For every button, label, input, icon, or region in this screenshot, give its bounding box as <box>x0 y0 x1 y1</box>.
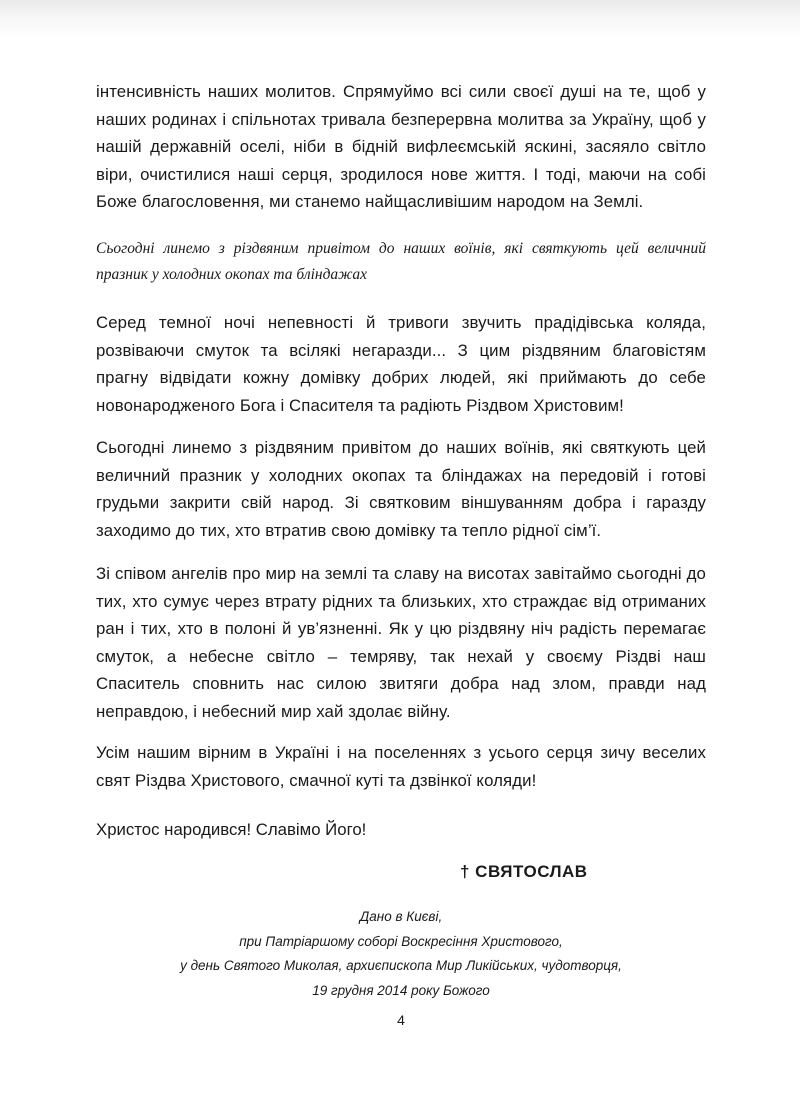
body-paragraph-5: Усім нашим вірним в Україні і на поселеннях з усього серця зичу веселих свят Різдва Христового, смачної куті та дзвінкої коляди! <box>96 743 706 790</box>
colophon <box>96 905 706 1003</box>
signature: † СВЯТОСЛАВ <box>460 862 588 881</box>
colophon-line-3: у день Святого Миколая, архиєпископа Мир Ликійських, чудотворця, <box>180 958 622 973</box>
colophon-line-1: Дано в Києві, <box>359 909 443 924</box>
colophon-line-2: при Патріаршому соборі Воскресіння Христового, <box>239 933 563 949</box>
body-paragraph-2: Серед темної ночі непевності й тривоги звучить прадідівська коляда, розвіваючи смуток та всілякі негаразди... З цим різдвяним благовістям прагну відвідати кожну домівку добрих людей, які приймають до себе новонародженого Бога і Спасителя та радіють Різдвом Христовим! <box>96 313 706 415</box>
scan-shadow <box>0 0 800 40</box>
body-paragraph-1: інтенсивність наших молитов. Спрямуймо всі сили своєї душі на те, щоб у наших родинах і спільнотах тривала безперервна молитва за Україну, щоб у нашій державній оселі, ніби в бідній вифлеємській яскині, засяяло світло віри, очистилися наші серця, зродилося нове життя. І тоді, маючи на собі Боже благословення, ми станемо найщасливішим народом на Землі. <box>96 82 706 211</box>
body-paragraph-3: Сьогодні линемо з різдвяним привітом до наших воїнів, які святкують цей величний празник у холодних окопах та бліндажах на передовій і готові грудьми закрити свій народ. Зі святковим віншуванням добра і гаразду заходимо до тих, хто втратив свою домівку та тепло рідної сім’ї. <box>96 438 706 540</box>
page-number: 4 <box>397 1012 405 1028</box>
italic-quote: Сьогодні линемо з різдвяним привітом до наших воїнів, які святкують цей величний празник у холодних окопах та бліндажах <box>96 240 706 283</box>
closing-greeting: Христос народився! Славімо Його! <box>96 820 367 839</box>
colophon-line-4: 19 грудня 2014 року Божого <box>312 982 490 998</box>
body-paragraph-4: Зі співом ангелів про мир на землі та славу на висотах завітаймо сьогодні до тих, хто сумує через втрату рідних та близьких, хто страждає від отриманих ран і тих, хто в полоні й ув’язненні. Як у цю різдвяну ніч радість перемагає смуток, а небесне світло – темряву, так нехай у своєму Різдві наш Спаситель сповнить нас силою звитяги добра над злом, правди над неправдою, і небесний мир хай здолає війну. <box>96 564 706 721</box>
